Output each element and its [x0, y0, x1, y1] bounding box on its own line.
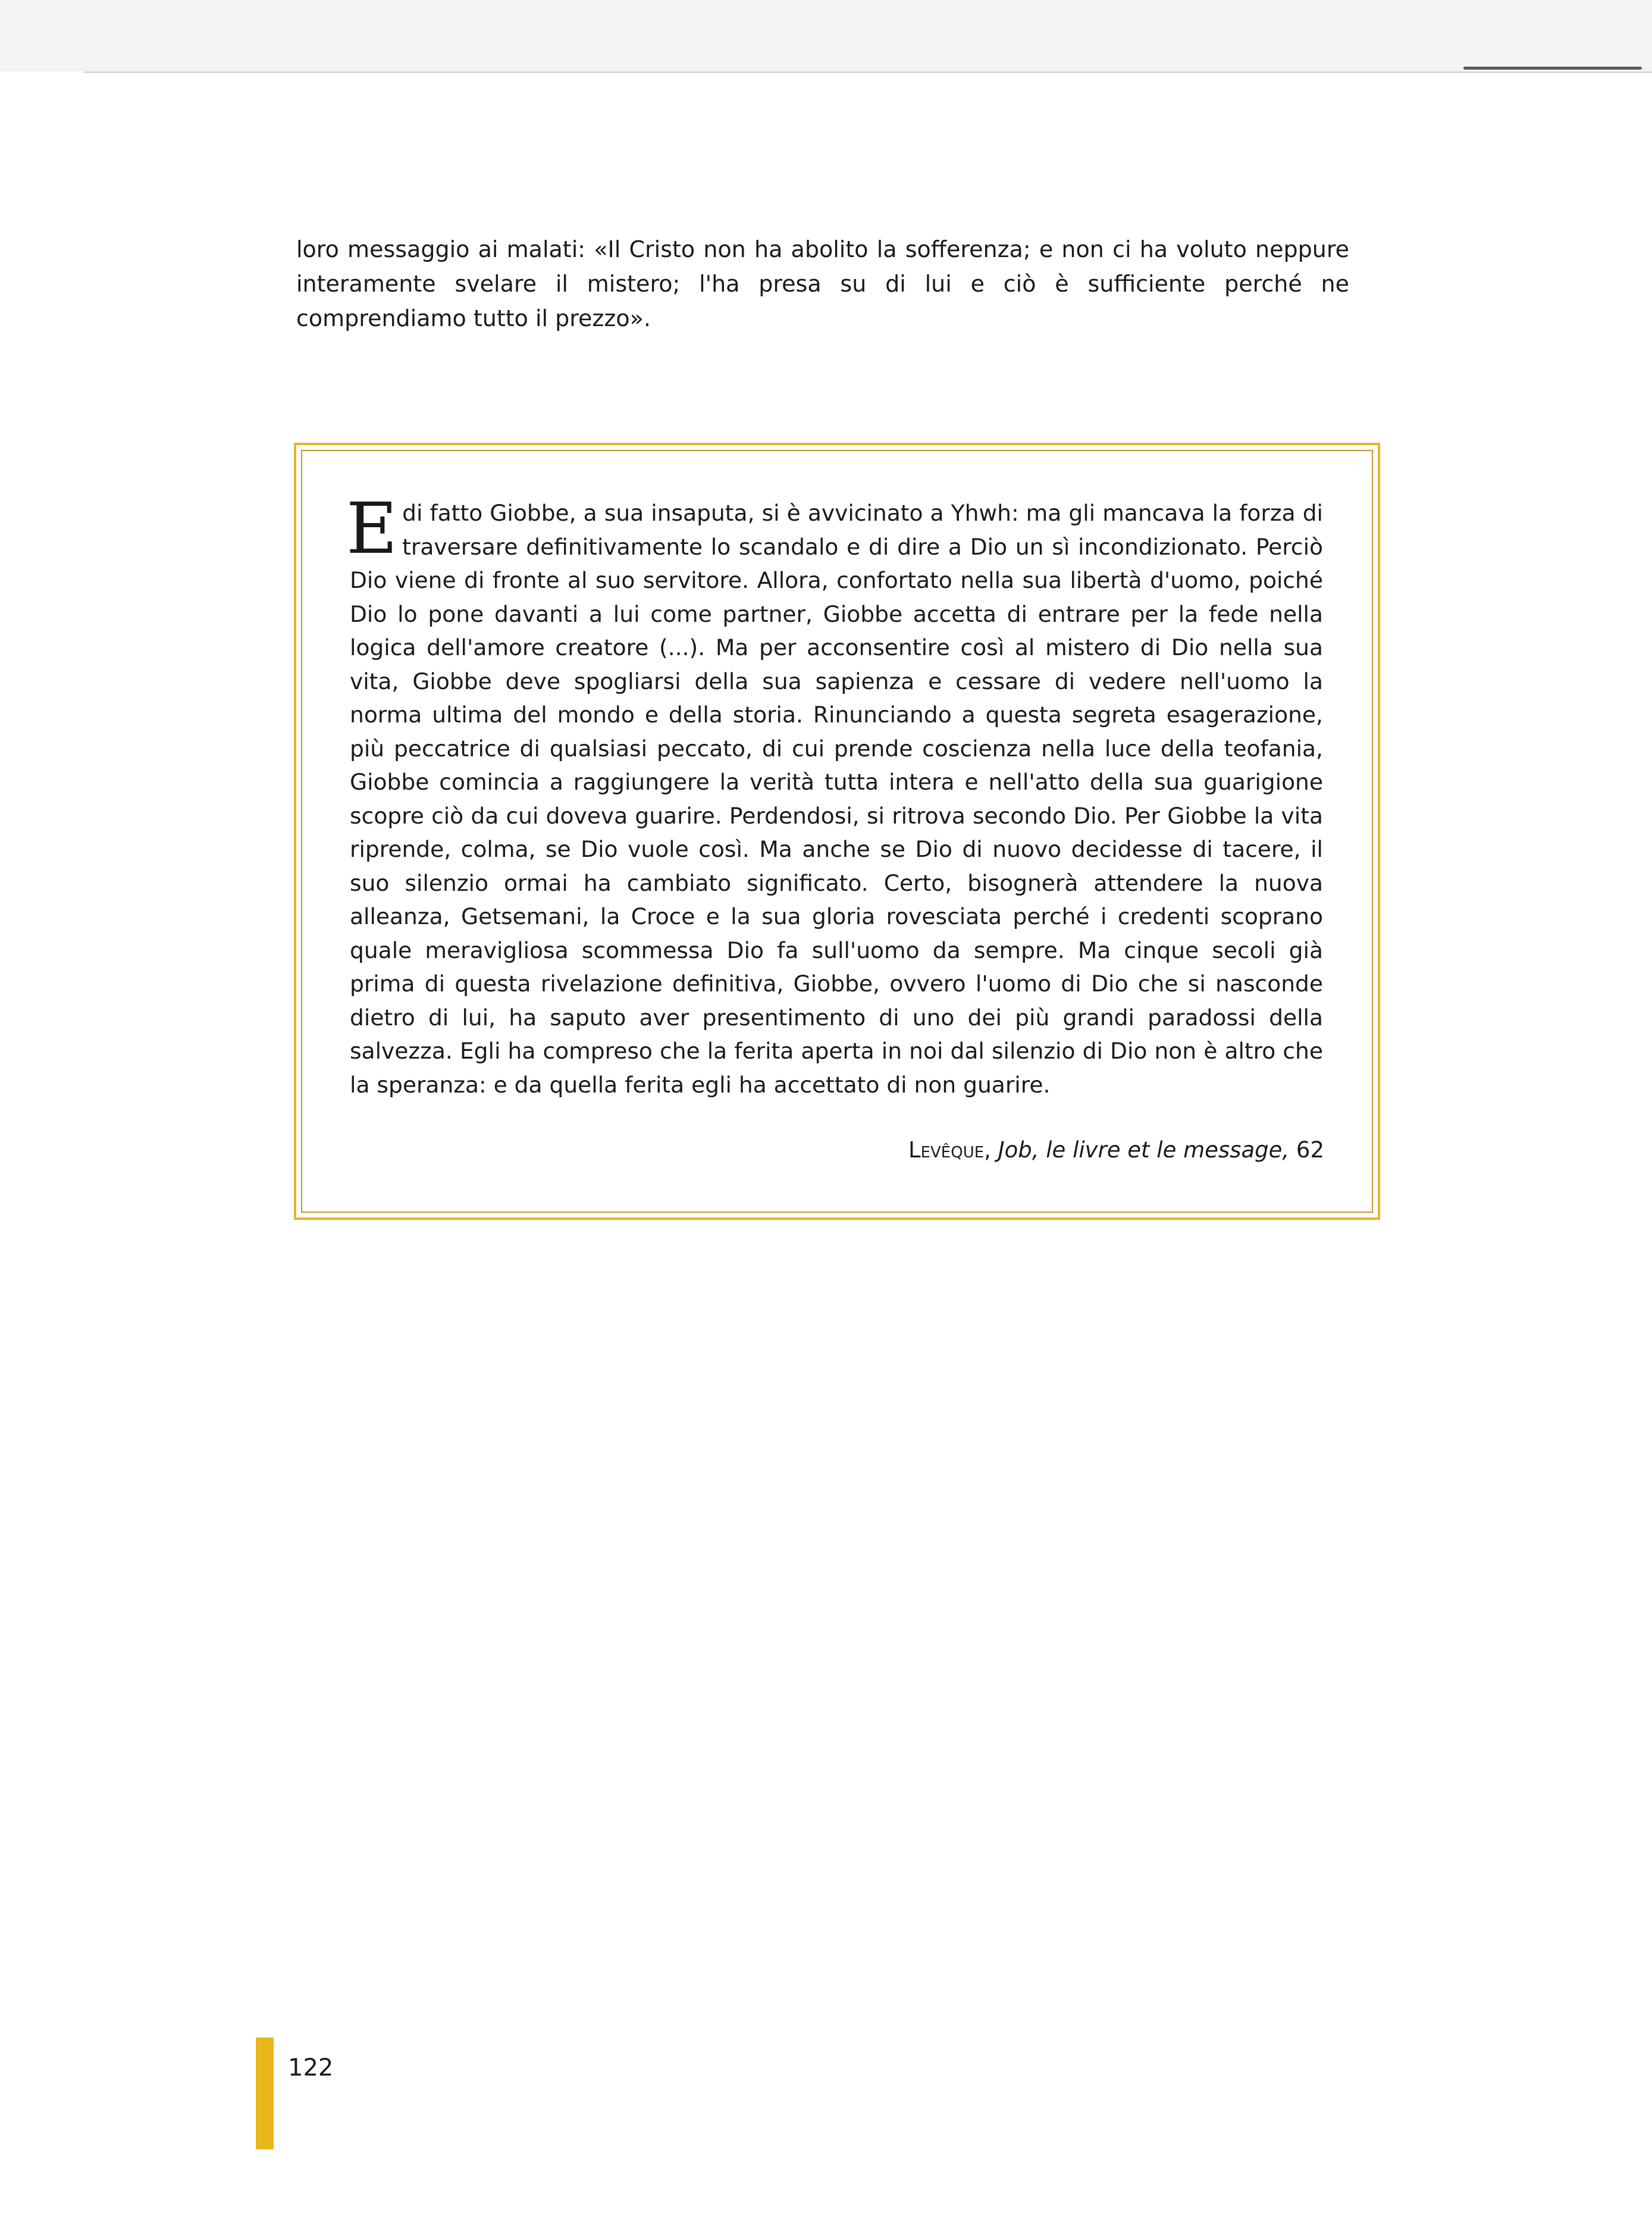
page-number: 122 [288, 2054, 334, 2082]
citation-title: Job, le livre et le message, [998, 1137, 1290, 1163]
quote-body: di fatto Giobbe, a sua insaputa, si è avvicinato a Yhwh: ma gli mancava la forza di traversare definitivamente lo scandalo e di dire a Dio un sì incondizionato. Perciò Dio viene di fronte al suo servitore. Allora, confortato nella sua libertà d'uomo, poiché Dio lo pone davanti a lui come partner, Giobbe accetta di entrare per la fede nella logica dell'amore creatore (...). Ma per acconsentire così al mistero di Dio nella sua vita, Giobbe deve spogliarsi della sua sapienza e cessare di vedere nell'uomo la norma ultima del mondo e della storia. Rinunciando a questa segreta esagerazione, più peccatrice di qualsiasi peccato, di cui prende coscienza nella luce della teofania, Giobbe comincia a raggiungere la verità tutta intera e nell'atto della sua guarigione scopre ciò da cui doveva guarire. Perdendosi, si ritrova secondo Dio. Per Giobbe la vita riprende, colma, se Dio vuole così. Ma anche se Dio di nuovo decidesse di tacere, il suo silenzio ormai ha cambiato significato. Certo, bisognerà attendere la nuova alleanza, Getsemani, la Croce e la sua gloria rovesciata perché i credenti scoprano quale meravigliosa scommessa Dio fa sull'uomo da sempre. Ma cinque secoli già prima di questa rivelazione definitiva, Giobbe, ovvero l'uomo di Dio che si nasconde dietro di lui, ha saputo aver presentimento di uno dei più grandi paradossi della salvezza. Egli ha compreso che la ferita aperta in noi dal silenzio di Dio non è altro che la speranza: e da quella ferita egli ha accettato di non guarire. [350, 500, 1323, 1098]
page-top-edge [83, 71, 1652, 73]
quote-citation [908, 1135, 1324, 1165]
dropcap-letter: E [346, 487, 398, 569]
page-number-accent-bar [256, 2037, 274, 2149]
quote-box [294, 443, 1380, 1220]
quote-text [346, 487, 1323, 1101]
intro-paragraph: loro messaggio ai malati: «Il Cristo non ha abolito la sofferenza; e non ci ha voluto neppure interamente svelare il mistero; l'ha presa su di lui e ciò è sufficiente perché ne comprendiamo tutto il prezzo». [296, 236, 1349, 331]
page-curl-shadow [1463, 67, 1642, 70]
citation-author: Levêque, [908, 1137, 991, 1163]
citation-page: 62 [1296, 1137, 1324, 1163]
